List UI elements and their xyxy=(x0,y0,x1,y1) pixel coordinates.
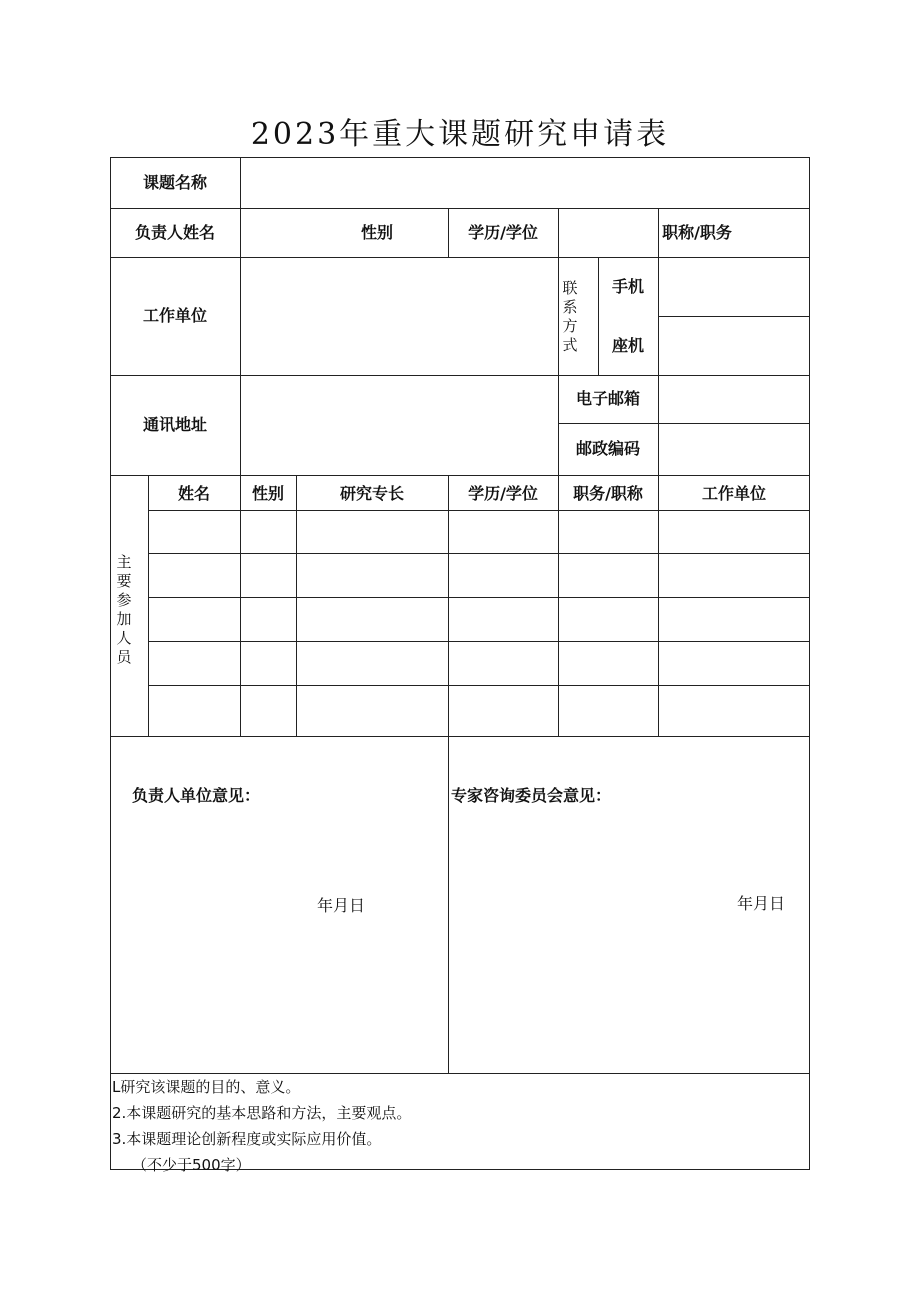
postcode-label: 邮政编码 xyxy=(575,439,641,458)
row-divider xyxy=(658,316,810,317)
row-divider xyxy=(110,475,810,476)
instruction-line: 2.本课题研究的基本思路和方法，主要观点。 xyxy=(112,1104,412,1122)
row-divider xyxy=(110,736,810,737)
participants-header-name: 姓名 xyxy=(177,484,211,503)
row-divider xyxy=(110,257,810,258)
column-divider xyxy=(296,475,297,736)
unit-opinion-label: 负责人单位意见： xyxy=(132,786,261,805)
column-divider xyxy=(148,475,149,736)
row-divider xyxy=(148,641,810,642)
row-divider xyxy=(148,597,810,598)
column-divider xyxy=(658,475,659,736)
row-divider xyxy=(148,685,810,686)
row-divider xyxy=(148,553,810,554)
instructions xyxy=(112,1074,411,1178)
participants-header-expertise: 研究专长 xyxy=(339,484,405,503)
participants-header-degree: 学历/学位 xyxy=(468,484,538,503)
instruction-line: L研究该课题的目的、意义。 xyxy=(112,1078,301,1096)
page-title: 2023年重大课题研究申请表 xyxy=(250,117,670,152)
column-divider xyxy=(558,208,559,475)
column-divider xyxy=(448,475,449,1073)
instruction-line: （不少于500字） xyxy=(132,1156,251,1174)
column-divider xyxy=(558,475,559,736)
participants-side-label: 主要参加人员 xyxy=(116,553,132,666)
instruction-line: 3.本课题理论创新程度或实际应用价值。 xyxy=(112,1130,382,1148)
column-divider xyxy=(598,257,599,375)
column-divider xyxy=(448,208,449,257)
row-divider xyxy=(110,208,810,209)
title-position-label: 职称/职务 xyxy=(662,223,732,242)
gender-label: 性别 xyxy=(360,223,394,242)
participants-header-position: 职务/职称 xyxy=(573,484,643,503)
column-divider xyxy=(240,157,241,475)
table-border-right xyxy=(809,157,810,1170)
row-divider xyxy=(110,375,810,376)
row-divider xyxy=(558,423,810,424)
leader-name-label: 负责人姓名 xyxy=(134,223,216,242)
address-label: 通讯地址 xyxy=(142,415,208,434)
landline-label: 座机 xyxy=(611,336,645,355)
column-divider xyxy=(658,208,659,475)
participants-header-gender: 性别 xyxy=(251,484,285,503)
email-label: 电子邮箱 xyxy=(575,389,641,408)
contact-label: 联系方式 xyxy=(562,279,578,354)
work-unit-label: 工作单位 xyxy=(142,306,208,325)
expert-opinion-label: 专家咨询委员会意见： xyxy=(451,786,612,805)
expert-opinion-date: 年月日 xyxy=(737,894,786,913)
row-divider xyxy=(148,510,810,511)
unit-opinion-date: 年月日 xyxy=(317,896,366,915)
mobile-label: 手机 xyxy=(611,277,645,296)
participants-header-work-unit: 工作单位 xyxy=(701,484,767,503)
topic-name-label: 课题名称 xyxy=(142,173,208,192)
degree-label: 学历/学位 xyxy=(468,223,538,242)
column-divider xyxy=(240,475,241,736)
table-border-left xyxy=(110,157,111,1170)
table-border-top xyxy=(110,157,810,158)
